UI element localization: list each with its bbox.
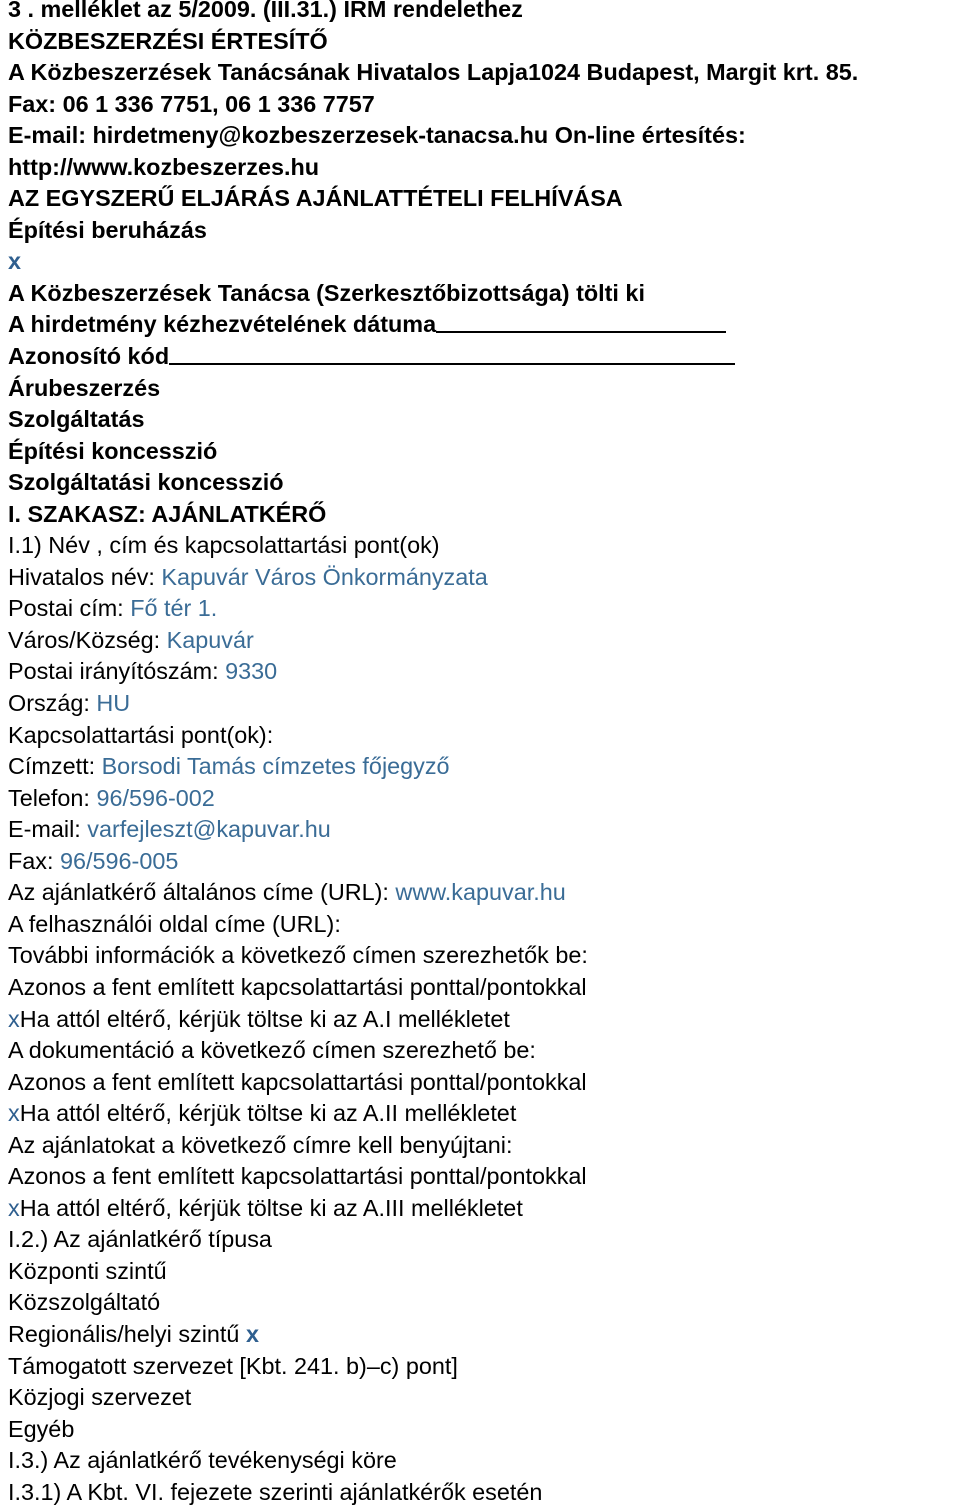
town-row [8,625,956,657]
documentation-label: A dokumentáció a következő címen szerezhető be: [8,1037,536,1064]
postal-address-label: Postai cím: [8,595,131,622]
id-code-label: Azonosító kód [8,343,170,370]
contract-type-supplies: Árubeszerzés [8,374,161,401]
same-as-contact-3: Azonos a fent említett kapcsolattartási ponttal/pontokkal [8,1163,587,1190]
postcode-value: 9330 [225,658,278,685]
further-info-label: További információk a következő címen szerezhetők be: [8,942,588,969]
contract-type-services: Szolgáltatás [8,406,145,433]
postcode-row [8,656,956,688]
annex-a3-row [8,1193,956,1225]
country-label: Ország: [8,690,97,717]
buyer-type-regional-row [8,1319,956,1351]
official-name-label: Hivatalos név: [8,563,162,590]
publisher-fax: Fax: 06 1 336 7751, 06 1 336 7757 [8,90,375,117]
country-value: HU [96,690,131,717]
annex-a2-row [8,1098,956,1130]
section-1-title: I. SZAKASZ: AJÁNLATKÉRŐ [8,500,327,527]
annex-reference: 3 . melléklet az 5/2009. (III.31.) IRM rendelethez [8,0,523,22]
contract-type-mark: x [8,248,22,275]
buyer-type-public-law-body: Közjogi szervezet [8,1384,192,1411]
general-url-link[interactable]: www.kapuvar.hu [395,879,566,906]
buyer-type-regional-label: Regionális/helyi szintű [8,1320,246,1347]
same-as-contact-1: Azonos a fent említett kapcsolattartási ponttal/pontokkal [8,973,587,1000]
notice-title: AZ EGYSZERŰ ELJÁRÁS AJÁNLATTÉTELI FELHÍVÁSA [8,185,623,212]
journal-title: KÖZBESZERZÉSI ÉRTESÍTŐ [8,27,328,54]
annex-a3-text: Ha attól eltérő, kérjük töltse ki az A.III mellékletet [19,1194,523,1221]
same-as-contact-2: Azonos a fent említett kapcsolattartási ponttal/pontokkal [8,1068,587,1095]
section-1-3-1-title: I.3.1) A Kbt. VI. fejezete szerinti ajánlatkérők esetén [8,1478,543,1505]
addressee-value: Borsodi Tamás címzetes főjegyző [101,753,450,780]
email-row [8,814,956,846]
postal-address-value: Fő tér 1. [130,595,218,622]
section-1-3-title: I.3.) Az ajánlatkérő tevékenységi köre [8,1447,397,1474]
fax-row [8,846,956,878]
buyer-type-public-service: Közszolgáltató [8,1289,161,1316]
buyer-profile-label: A felhasználói oldal címe (URL): [8,910,341,937]
receipt-date-label: A hirdetmény kézhezvételének dátuma [8,311,437,338]
publisher-email: E-mail: hirdetmeny@kozbeszerzesek-tanacsa.hu On-line értesítés: [8,122,746,149]
annex-a1-text: Ha attól eltérő, kérjük töltse ki az A.I mellékletet [19,1005,510,1032]
phone-label: Telefon: [8,784,97,811]
id-code-blank [169,363,735,365]
buyer-type-supported-org: Támogatott szervezet [Kbt. 241. b)–c) pont] [8,1352,458,1379]
postal-address-row [8,593,956,625]
official-name-row [8,562,956,594]
fax-label: Fax: [8,847,60,874]
contract-type-works-concession: Építési koncesszió [8,437,218,464]
contract-type-works: Építési beruházás [8,216,207,243]
contract-type-services-concession: Szolgáltatási koncesszió [8,469,284,496]
publisher-website: http://www.kozbeszerzes.hu [8,153,320,180]
annex-a2-mark: x [8,1100,20,1127]
country-row [8,688,956,720]
fax-value: 96/596-005 [60,847,179,874]
publisher-address: A Közbeszerzések Tanácsának Hivatalos Lapja1024 Budapest, Margit krt. 85. [8,59,859,86]
buyer-type-other: Egyéb [8,1415,75,1442]
phone-row [8,783,956,815]
official-name-value: Kapuvár Város Önkormányzata [161,563,488,590]
addressee-row [8,751,956,783]
town-value: Kapuvár [166,626,254,653]
buyer-type-regional-mark: x [245,1320,259,1347]
section-1-1-title: I.1) Név , cím és kapcsolattartási pont(ok) [8,532,440,559]
council-fills-note: A Közbeszerzések Tanácsa (Szerkesztőbizottsága) tölti ki [8,279,645,306]
general-url-row [8,877,956,909]
section-1-2-title: I.2.) Az ajánlatkérő típusa [8,1226,272,1253]
annex-a2-text: Ha attól eltérő, kérjük töltse ki az A.II mellékletet [19,1100,517,1127]
postcode-label: Postai irányítószám: [8,658,226,685]
document-page [8,0,956,1508]
general-url-label: Az ajánlatkérő általános címe (URL): [8,879,396,906]
annex-a1-row [8,1004,956,1036]
phone-value: 96/596-002 [96,784,215,811]
receipt-date-blank [436,331,726,333]
email-value[interactable]: varfejleszt@kapuvar.hu [87,816,331,843]
annex-a1-mark: x [8,1005,20,1032]
addressee-label: Címzett: [8,753,102,780]
buyer-type-central: Központi szintű [8,1257,167,1284]
email-label: E-mail: [8,816,88,843]
contact-points-label: Kapcsolattartási pont(ok): [8,721,274,748]
annex-a3-mark: x [8,1194,20,1221]
town-label: Város/Község: [8,626,167,653]
tenders-address-label: Az ajánlatokat a következő címre kell benyújtani: [8,1131,513,1158]
id-code-row [8,341,956,373]
receipt-date-row [8,309,956,341]
